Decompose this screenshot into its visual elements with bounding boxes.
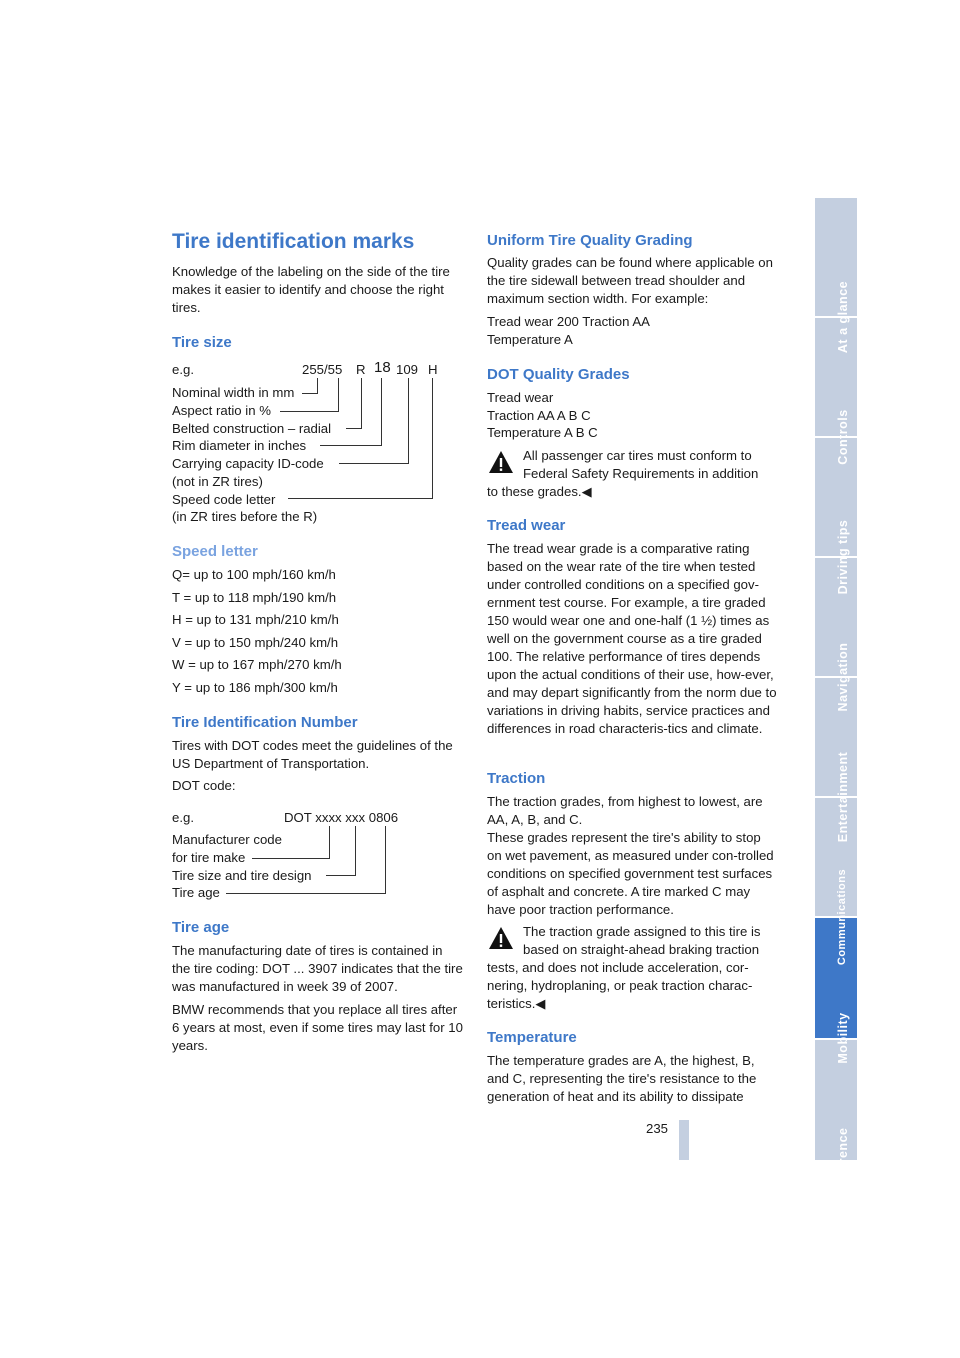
- tab-label: Communications: [836, 868, 848, 966]
- tab-label: At a glance: [836, 280, 850, 354]
- tin-text: Tires with DOT codes meet the guidelines of the US Department of Transportation.: [172, 738, 453, 771]
- tin-heading: Tire Identification Number: [172, 714, 358, 731]
- leader-line: [252, 858, 330, 859]
- label-nominal-width: Nominal width in mm: [172, 385, 295, 400]
- warning-triangle-icon: [488, 450, 514, 474]
- label-not-zr: (not in ZR tires): [172, 474, 263, 489]
- leader-line: [226, 893, 386, 894]
- warning-text-line: to these grades.◀: [487, 484, 592, 499]
- warning-triangle-icon: [488, 926, 514, 950]
- page-number: 235: [646, 1121, 669, 1136]
- leader-line: [385, 826, 386, 893]
- label-belted: Belted construction – radial: [172, 421, 332, 436]
- leader-line: [361, 378, 362, 428]
- dot-grade-line: Temperature A B C: [487, 425, 598, 440]
- speed-item: V = up to 150 mph/240 km/h: [172, 635, 339, 650]
- leader-line: [408, 378, 409, 463]
- tire-code-r: R: [356, 362, 366, 377]
- speed-item: Y = up to 186 mph/300 km/h: [172, 680, 338, 695]
- leader-line: [280, 411, 339, 412]
- intro-text: Knowledge of the labeling on the side of the tire makes it easier to identify and choose the right tires.: [172, 264, 450, 315]
- leader-line: [355, 826, 356, 875]
- speed-item: H = up to 131 mph/210 km/h: [172, 612, 339, 627]
- leader-line: [346, 428, 362, 429]
- traction-text-1: The traction grades, from highest to lowest, are AA, A, B, and C.: [487, 794, 763, 827]
- tire-code-rim: 18: [374, 359, 391, 376]
- utqg-heading: Uniform Tire Quality Grading: [487, 232, 693, 249]
- tire-size-heading: Tire size: [172, 334, 232, 351]
- tread-wear-heading: Tread wear: [487, 517, 566, 534]
- tab-label: Driving tips: [836, 519, 850, 595]
- label-rim-diameter: Rim diameter in inches: [172, 438, 307, 453]
- leader-line: [317, 378, 318, 393]
- speed-item: W = up to 167 mph/270 km/h: [172, 657, 342, 672]
- temperature-text: The temperature grades are A, the highest, B, and C, representing the tire's resistance to the generation of heat and its ability to dissipate: [487, 1053, 757, 1104]
- warning-text-line: All passenger car tires must conform to: [523, 448, 752, 463]
- dot-eg: e.g.: [172, 810, 194, 825]
- label-zr-before-r: (in ZR tires before the R): [172, 509, 318, 524]
- warning-text-line: The traction grade assigned to this tire is: [523, 924, 761, 939]
- utqg-example-1: Tread wear 200 Traction AA: [487, 314, 650, 329]
- tab-label: Reference: [836, 1127, 850, 1193]
- leader-line: [329, 826, 330, 858]
- utqg-example-2: Temperature A: [487, 332, 573, 347]
- tire-age-recommendation: BMW recommends that you replace all tires after 6 years at most, even if some tires may last for 10 years.: [172, 1002, 463, 1053]
- speed-letter-heading: Speed letter: [172, 543, 258, 560]
- label-speed-code: Speed code letter: [172, 492, 276, 507]
- leader-line: [338, 378, 339, 411]
- tire-age-text: The manufacturing date of tires is contained in the tire coding: DOT ... 3907 indicates that the tire was manufactured in week 39 of 2007.: [172, 943, 463, 994]
- traction-heading: Traction: [487, 770, 546, 787]
- tire-code-speed: H: [428, 362, 438, 377]
- leader-line: [302, 393, 318, 394]
- leader-line: [432, 378, 433, 498]
- label-carrying-capacity: Carrying capacity ID-code: [172, 456, 324, 471]
- dot-grades-heading: DOT Quality Grades: [487, 366, 630, 383]
- tire-size-eg: e.g.: [172, 362, 194, 377]
- leader-line: [288, 498, 433, 499]
- label-tire-age: Tire age: [172, 885, 220, 900]
- warning-text-line: tests, and does not include acceleration, cor-nering, hydroplaning, or peak traction charac-teristics.◀: [487, 960, 753, 1011]
- speed-item: Q= up to 100 mph/160 km/h: [172, 567, 336, 582]
- warning-text-line: based on straight-ahead braking traction: [523, 942, 760, 957]
- speed-item: T = up to 118 mph/190 km/h: [172, 590, 337, 605]
- label-manufacturer-code: Manufacturer code: [172, 832, 282, 847]
- leader-line: [320, 445, 382, 446]
- utqg-text: Quality grades can be found where applicable on the tire sidewall between tread shoulder and maximum section width. For example:: [487, 255, 773, 306]
- warning-text-line: Federal Safety Requirements in addition: [523, 466, 759, 481]
- tab-label: Entertainment: [836, 751, 850, 843]
- dot-code-label: DOT code:: [172, 778, 236, 793]
- tread-wear-text: The tread wear grade is a comparative rating based on the wear rate of the tire when tested under controlled conditions on a specified gov-ernment test course. For example, a tire graded 150 would wear one and one-half (1 ½) times as well on the government course as a tire graded 100. The relative performance of tires depends upon the actual conditions of their use, how-ever, and may depart significantly from the norm due to variations in driving habits, service practices and differences in road characteris-tics and climate.: [487, 541, 777, 736]
- traction-text-2: These grades represent the tire's ability to stop on wet pavement, as measured under con-trolled conditions on specified government test surfaces of asphalt and concrete. A tire marked C may have poor traction performance.: [487, 830, 774, 917]
- page-title: Tire identification marks: [172, 230, 415, 253]
- tab-label: Navigation: [836, 642, 850, 712]
- tire-age-heading: Tire age: [172, 919, 230, 936]
- dot-code-example: DOT xxxx xxx 0806: [284, 810, 399, 825]
- dot-grade-line: Tread wear: [487, 390, 554, 405]
- tab-label: Mobility: [836, 1012, 850, 1064]
- tire-code-load: 109: [396, 362, 419, 377]
- page-number-bar: [679, 1120, 689, 1160]
- leader-line: [339, 463, 409, 464]
- leader-line: [326, 875, 356, 876]
- tire-code-width: 255/55: [302, 362, 343, 377]
- leader-line: [381, 378, 382, 445]
- label-tire-make: for tire make: [172, 850, 246, 865]
- label-aspect-ratio: Aspect ratio in %: [172, 403, 271, 418]
- temperature-heading: Temperature: [487, 1029, 577, 1046]
- dot-grade-line: Traction AA A B C: [487, 408, 591, 423]
- tab-label: Controls: [836, 409, 850, 465]
- label-size-design: Tire size and tire design: [172, 868, 312, 883]
